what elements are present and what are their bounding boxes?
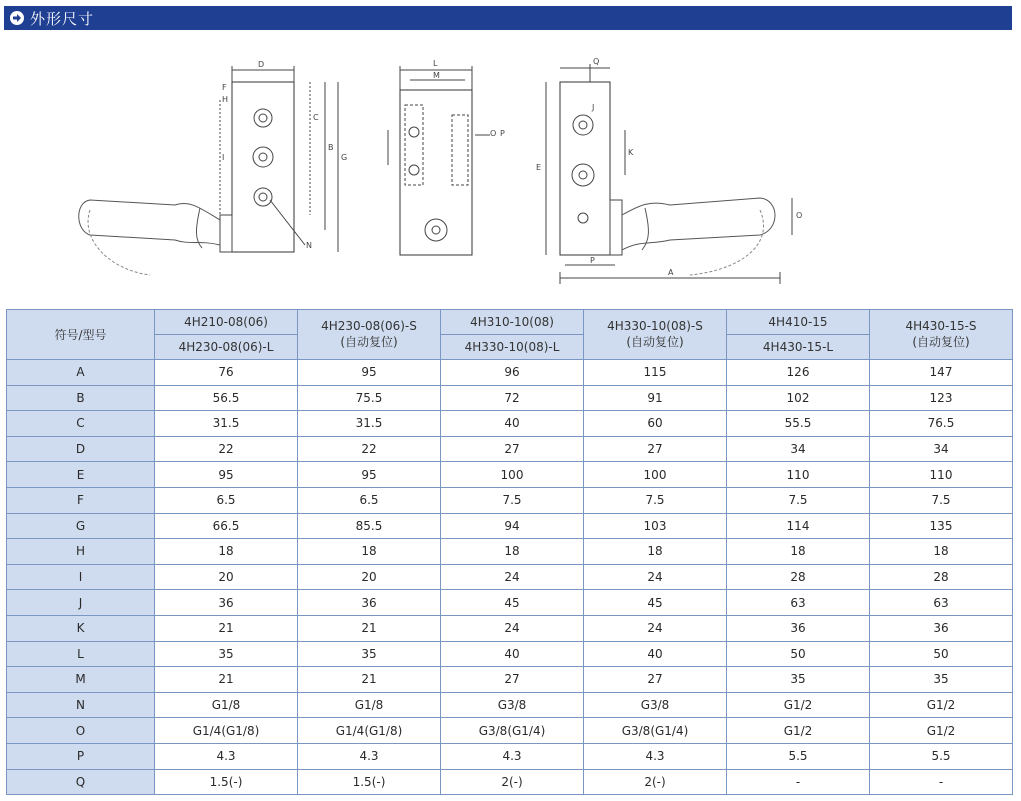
table-cell: 27 (584, 436, 727, 462)
table-cell: 2(-) (441, 769, 584, 795)
table-cell: G3/8 (584, 692, 727, 718)
table-cell: 40 (441, 411, 584, 437)
drawings-svg (70, 40, 840, 300)
row-label: E (7, 462, 155, 488)
table-cell: 126 (727, 360, 870, 386)
label-C: C (313, 113, 319, 122)
table-cell: 75.5 (298, 385, 441, 411)
label-E: E (536, 163, 542, 172)
table-cell: 103 (584, 513, 727, 539)
table-cell: 18 (155, 539, 298, 565)
table-cell: 110 (727, 462, 870, 488)
table-cell: 27 (441, 436, 584, 462)
label-J: J (592, 103, 595, 112)
label-P: P (500, 129, 505, 138)
table-cell: 102 (727, 385, 870, 411)
table-row (7, 718, 1013, 744)
col-header-2 (298, 310, 441, 360)
row-label: M (7, 667, 155, 693)
table-cell: 66.5 (155, 513, 298, 539)
row-label: K (7, 615, 155, 641)
table-cell: 20 (155, 564, 298, 590)
table-cell: 36 (870, 615, 1013, 641)
table-cell: 28 (870, 564, 1013, 590)
table-cell: 27 (441, 667, 584, 693)
table-cell: 7.5 (870, 487, 1013, 513)
table-cell: 123 (870, 385, 1013, 411)
table-cell: 24 (441, 564, 584, 590)
table-cell: 4.3 (298, 743, 441, 769)
table-row (7, 564, 1013, 590)
table-cell: 63 (727, 590, 870, 616)
table-cell: 4.3 (155, 743, 298, 769)
table-cell: 115 (584, 360, 727, 386)
label-A: A (668, 268, 674, 277)
row-label: A (7, 360, 155, 386)
row-label: O (7, 718, 155, 744)
table-row (7, 615, 1013, 641)
label-O: O (490, 129, 497, 138)
table-cell: 110 (870, 462, 1013, 488)
section-header (4, 6, 1012, 30)
view-front-left (79, 66, 338, 275)
table-cell: G1/8 (155, 692, 298, 718)
table-cell: 5.5 (870, 743, 1013, 769)
table-cell: 45 (441, 590, 584, 616)
table-cell: G3/8(G1/4) (584, 718, 727, 744)
table-cell: 7.5 (584, 487, 727, 513)
dimension-drawings (70, 40, 840, 300)
table-cell: 5.5 (727, 743, 870, 769)
table-cell: 21 (298, 667, 441, 693)
row-label: L (7, 641, 155, 667)
row-label: J (7, 590, 155, 616)
table-cell: 18 (441, 539, 584, 565)
table-cell: 114 (727, 513, 870, 539)
table-cell: 35 (155, 641, 298, 667)
table-cell: 94 (441, 513, 584, 539)
table-row (7, 360, 1013, 386)
col-header-2-note: (自动复位) (340, 335, 398, 349)
table-cell: 40 (584, 641, 727, 667)
table-cell: 135 (870, 513, 1013, 539)
row-label: P (7, 743, 155, 769)
label-N: N (306, 241, 312, 250)
row-label: F (7, 487, 155, 513)
table-row (7, 436, 1013, 462)
row-label: Q (7, 769, 155, 795)
table-cell: 50 (727, 641, 870, 667)
table-cell: 55.5 (727, 411, 870, 437)
table-cell: 34 (727, 436, 870, 462)
row-label: I (7, 564, 155, 590)
table-cell: 95 (298, 462, 441, 488)
table-cell: 35 (298, 641, 441, 667)
col-header-bottom-5: 4H430-15-L (727, 335, 870, 360)
view-front-right (546, 64, 792, 284)
corner-header: 符号/型号 (7, 310, 155, 360)
col-header-bottom-3: 4H330-10(08)-L (441, 335, 584, 360)
table-cell: - (870, 769, 1013, 795)
label-D: D (258, 60, 265, 69)
table-cell: G1/2 (870, 718, 1013, 744)
table-cell: 76.5 (870, 411, 1013, 437)
table-cell: G1/4(G1/8) (298, 718, 441, 744)
table-cell: 91 (584, 385, 727, 411)
table-cell: 95 (298, 360, 441, 386)
dimension-table (6, 309, 1013, 795)
table-cell: G1/2 (727, 692, 870, 718)
table-cell: 6.5 (155, 487, 298, 513)
arrow-right-circle-icon (10, 11, 24, 25)
table-cell: 21 (298, 615, 441, 641)
table-cell: G1/8 (298, 692, 441, 718)
label-I: I (222, 153, 225, 162)
view-front-labels (222, 60, 347, 250)
table-cell: 56.5 (155, 385, 298, 411)
col-header-6-model: 4H430-15-S (905, 319, 977, 333)
table-cell: 31.5 (155, 411, 298, 437)
table-cell: 18 (298, 539, 441, 565)
table-body (7, 360, 1013, 795)
table-cell: 36 (155, 590, 298, 616)
label-O2: O (796, 211, 803, 220)
table-cell: G1/2 (727, 718, 870, 744)
table-cell: 100 (441, 462, 584, 488)
col-header-4-note: (自动复位) (626, 335, 684, 349)
table-cell: 45 (584, 590, 727, 616)
table-row (7, 769, 1013, 795)
label-F: F (222, 83, 227, 92)
table-row (7, 743, 1013, 769)
table-cell: 4.3 (584, 743, 727, 769)
table-cell: G3/8(G1/4) (441, 718, 584, 744)
table-cell: 36 (298, 590, 441, 616)
table-cell: 76 (155, 360, 298, 386)
row-label: H (7, 539, 155, 565)
table-cell: 22 (298, 436, 441, 462)
table-cell: 18 (727, 539, 870, 565)
table-row (7, 462, 1013, 488)
table-cell: 96 (441, 360, 584, 386)
table-cell: 21 (155, 667, 298, 693)
col-header-6-note: (自动复位) (912, 335, 970, 349)
table-cell: 4.3 (441, 743, 584, 769)
label-Q: Q (593, 57, 600, 66)
table-cell: 27 (584, 667, 727, 693)
table-cell: 28 (727, 564, 870, 590)
table-cell: 100 (584, 462, 727, 488)
label-P2: P (590, 256, 595, 265)
view-side (388, 66, 490, 255)
label-G: G (341, 153, 348, 162)
table-cell: 18 (870, 539, 1013, 565)
table-cell: G3/8 (441, 692, 584, 718)
table-row (7, 385, 1013, 411)
table-cell: 35 (870, 667, 1013, 693)
table-cell: 95 (155, 462, 298, 488)
table-cell: G1/2 (870, 692, 1013, 718)
table-cell: 20 (298, 564, 441, 590)
table-cell: 85.5 (298, 513, 441, 539)
table-cell: 1.5(-) (155, 769, 298, 795)
table-cell: 63 (870, 590, 1013, 616)
row-label: D (7, 436, 155, 462)
table-cell: - (727, 769, 870, 795)
table-cell: 18 (584, 539, 727, 565)
table-cell: 7.5 (727, 487, 870, 513)
table-row (7, 692, 1013, 718)
table-row (7, 641, 1013, 667)
table-cell: 2(-) (584, 769, 727, 795)
col-header-top-5: 4H410-15 (727, 310, 870, 335)
label-L: L (433, 59, 438, 68)
table-cell: 36 (727, 615, 870, 641)
section-title: 外形尺寸 (30, 9, 95, 28)
table-cell: 60 (584, 411, 727, 437)
table-cell: 72 (441, 385, 584, 411)
table-cell: 24 (584, 615, 727, 641)
table-row (7, 590, 1013, 616)
col-header-4 (584, 310, 727, 360)
table-cell: 147 (870, 360, 1013, 386)
table-row (7, 539, 1013, 565)
table-cell: 24 (584, 564, 727, 590)
table-cell: 1.5(-) (298, 769, 441, 795)
label-B: B (328, 143, 334, 152)
col-header-bottom-1: 4H230-08(06)-L (155, 335, 298, 360)
row-label: G (7, 513, 155, 539)
col-header-2-model: 4H230-08(06)-S (321, 319, 417, 333)
table-cell: 22 (155, 436, 298, 462)
table-cell: 50 (870, 641, 1013, 667)
col-header-top-3: 4H310-10(08) (441, 310, 584, 335)
col-header-top-1: 4H210-08(06) (155, 310, 298, 335)
row-label: B (7, 385, 155, 411)
table-row (7, 513, 1013, 539)
row-label: N (7, 692, 155, 718)
row-label: C (7, 411, 155, 437)
table-cell: 24 (441, 615, 584, 641)
col-header-6 (870, 310, 1013, 360)
label-M: M (433, 71, 440, 80)
table-cell: 21 (155, 615, 298, 641)
table-cell: 6.5 (298, 487, 441, 513)
table-row (7, 411, 1013, 437)
table-row (7, 667, 1013, 693)
col-header-4-model: 4H330-10(08)-S (607, 319, 703, 333)
table-cell: 7.5 (441, 487, 584, 513)
table-cell: G1/4(G1/8) (155, 718, 298, 744)
table-cell: 40 (441, 641, 584, 667)
table-cell: 34 (870, 436, 1013, 462)
view-side-labels (433, 59, 505, 138)
label-K: K (628, 148, 634, 157)
table-cell: 35 (727, 667, 870, 693)
table-row (7, 487, 1013, 513)
label-H: H (222, 95, 229, 104)
table-cell: 31.5 (298, 411, 441, 437)
